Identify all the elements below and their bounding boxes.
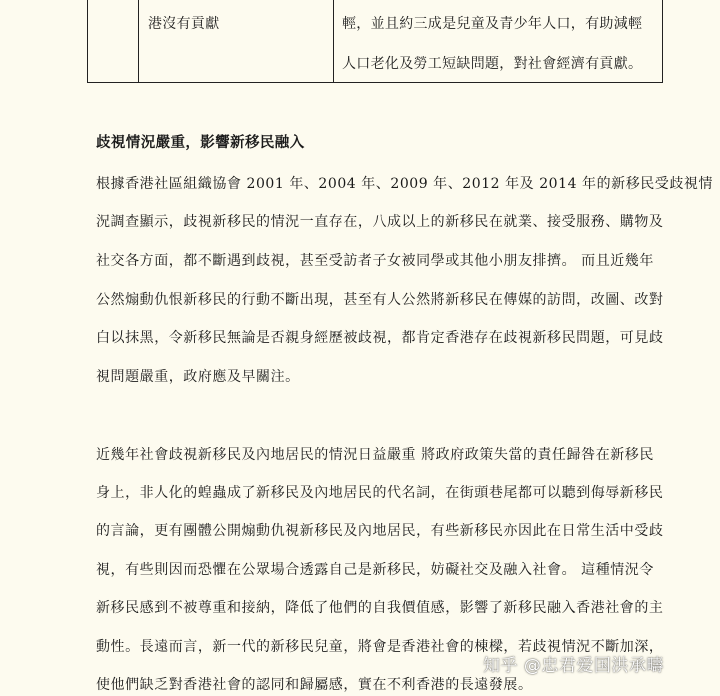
section-heading: 歧視情況嚴重，影響新移民融入 bbox=[96, 134, 305, 151]
paragraph-line: 視，有些則因而恐懼在公眾場合透露自己是新移民，妨礙社交及融入社會。 這種情況令 bbox=[96, 562, 654, 578]
paragraph-line: 動性。長遠而言，新一代的新移民兒童，將會是香港社會的棟樑，若歧視情況不斷加深， bbox=[96, 639, 664, 655]
paragraph-line: 根據香港社區組織協會 2001 年、2004 年、2009 年、2012 年及 2014 年的新移民受歧視情 bbox=[96, 176, 713, 192]
paragraph-line: 況調查顯示，歧視新移民的情況一直存在，八成以上的新移民在就業、接受服務、購物及 bbox=[96, 214, 664, 230]
table-description-cell bbox=[334, 0, 662, 82]
paragraph-line: 公然煽動仇恨新移民的行動不斷出現，甚至有人公然將新移民在傳媒的訪問，改圖、改對 bbox=[96, 292, 664, 308]
table-label-text: 港沒有貢獻 bbox=[148, 16, 220, 32]
paragraph-line: 使他們缺乏對香港社會的認同和歸屬感，實在不利香港的長遠發展。 bbox=[96, 677, 533, 693]
table-index-cell bbox=[88, 0, 139, 82]
table-description-line: 人口老化及勞工短缺問題，對社會經濟有貢獻。 bbox=[342, 56, 643, 72]
paragraph-line: 身上，非人化的蝗蟲成了新移民及內地居民的代名詞，在街頭巷尾都可以聽到侮辱新移民 bbox=[96, 485, 664, 501]
table-label-cell bbox=[139, 0, 334, 82]
paragraph-line: 新移民感到不被尊重和接納，降低了他們的自我價值感，影響了新移民融入香港社會的主 bbox=[96, 600, 664, 616]
paragraph-line: 視問題嚴重，政府應及早關注。 bbox=[96, 369, 300, 385]
paragraph-line: 社交各方面，都不斷遇到歧視，甚至受訪者子女被同學或其他小朋友排擠。 而且近幾年 bbox=[96, 253, 654, 269]
zhihu-watermark: 知乎 @忠君爱国洪承疇 bbox=[483, 656, 664, 676]
paragraph-line: 的言論，更有團體公開煽動仇視新移民及內地居民，有些新移民亦因此在日常生活中受歧 bbox=[96, 523, 664, 539]
paragraph-line: 白以抹黑，令新移民無論是否親身經歷被歧視，都肯定香港存在歧視新移民問題，可見歧 bbox=[96, 330, 664, 346]
table-description-line: 輕，並且約三成是兒童及青少年人口，有助減輕 bbox=[342, 16, 643, 32]
policy-table-fragment bbox=[87, 0, 663, 83]
paragraph-line: 近幾年社會歧視新移民及內地居民的情況日益嚴重 將政府政策失當的責任歸咎在新移民 bbox=[96, 447, 654, 463]
